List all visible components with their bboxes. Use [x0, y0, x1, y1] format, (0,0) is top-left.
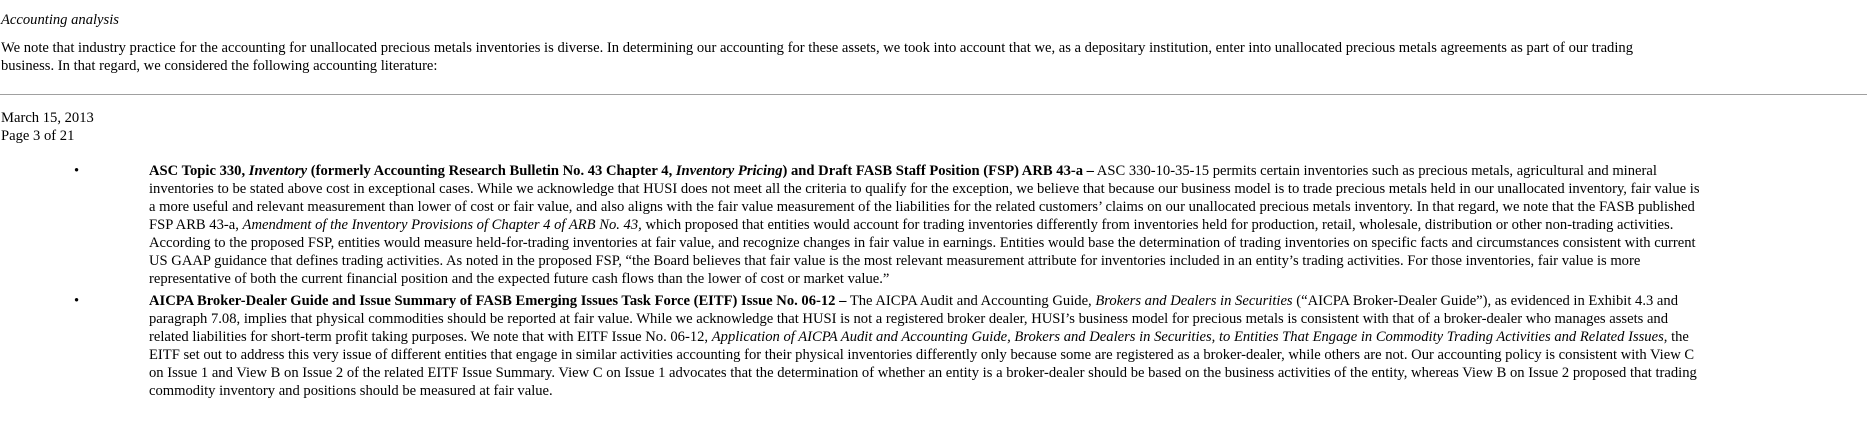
text-run-italic: Application of AICPA Audit and Accounting Guide, Brokers and Dealers in Securities, to Entities That Engage in Commodity Trading Activities and Related Issues	[711, 329, 1664, 345]
list-item	[0, 292, 1867, 400]
text-line: commodity inventory and positions should be measured at fair value.	[149, 383, 553, 399]
bullet-marker: •	[74, 293, 80, 309]
intro-paragraph	[1, 39, 1841, 75]
text-line: EITF set out to address this very issue of different entities that engage in similar activities accounting for their physical inventories differently only because some are registered as a broker-dealer, while others are not. Our accounting policy is consistent with View C	[149, 347, 1695, 363]
text-line	[149, 292, 1867, 310]
text-run: The AICPA Audit and Accounting Guide,	[846, 293, 1096, 309]
bullet-marker: •	[74, 163, 80, 179]
text-line	[149, 328, 1867, 346]
text-line: inventories to be stated above cost in exceptional cases. While we acknowledge that HUSI does not meet all the criteria to qualify for the exception, we believe that because our business model is to trade precious metals held in our unallocated inventory, fair value is	[149, 181, 1700, 197]
text-run: (“AICPA Broker-Dealer Guide”), as evidenced in Exhibit 4.3 and	[1292, 293, 1678, 309]
item-title-part: ASC Topic 330,	[149, 163, 249, 179]
text-run: , the	[1663, 329, 1689, 345]
text-run-italic: Amendment of the Inventory Provisions of Chapter 4 of ARB No. 43,	[242, 217, 642, 233]
text-run-italic: Brokers and Dealers in Securities	[1095, 293, 1293, 309]
text-line: paragraph 7.08, implies that physical commodities should be reported at fair value. While we acknowledge that HUSI is not a registered broker dealer, HUSI’s business model for precious metals is consistent with that of a broker-dealer who manages assets and	[149, 311, 1669, 327]
intro-line: We note that industry practice for the accounting for unallocated precious metals inventories is diverse. In determining our accounting for these assets, we took into account that we, as a depositary institution, enter into unallocated precious metals agreements as part of our trading	[1, 40, 1634, 56]
text-line: According to the proposed FSP, entities would measure held-for-trading inventories at fair value, and recognize changes in fair value in earnings. Entities would base the determination of trading inventories on specific facts and circumstances consistent with current	[149, 235, 1696, 251]
text-run: ASC 330-10-35-15 permits certain inventories such as precious metals, agricultural and mineral	[1093, 163, 1657, 179]
text-line: representative of both the current financial position and the expected future cash flows than the lower of cost or market value.”	[149, 271, 890, 287]
text-run: FSP ARB 43-a,	[149, 217, 243, 233]
item-title-part: ) and Draft FASB Staff Position (FSP) ARB 43-a –	[782, 163, 1094, 179]
text-line: a more useful and relevant measurement than lower of cost or fair value, and also aligns with the fair value measurement of the liabilities for the related customers’ claims on our unallocated precious metals inventory. In that regard, we note that the FASB published	[149, 199, 1695, 215]
list-item	[0, 162, 1867, 288]
text-run: related liabilities for short-term profit taking purposes. We note that with EITF Issue No. 06-12,	[149, 329, 712, 345]
page-number: Page 3 of 21	[1, 128, 75, 144]
intro-line: business. In that regard, we considered the following accounting literature:	[1, 58, 438, 74]
list-item-text	[149, 292, 1867, 400]
text-line	[149, 216, 1867, 234]
text-line: US GAAP guidance that defines trading activities. As noted in the proposed FSP, “the Board believes that fair value is the most relevant measurement attribute for inventories included in an entity’s trading activities. For those inventories, fair value is more	[149, 253, 1641, 269]
item-title-italic: Inventory Pricing	[675, 163, 783, 179]
text-line: on Issue 1 and View B on Issue 2 of the related EITF Issue Summary. View C on Issue 1 advocates that the determination of whether an entity is a broker-dealer should be based on the business activities of the entity, whereas View B on Issue 2 proposed that trading	[149, 365, 1697, 381]
letter-date: March 15, 2013	[1, 110, 94, 126]
page-divider	[0, 94, 1867, 95]
item-title: AICPA Broker-Dealer Guide and Issue Summary of FASB Emerging Issues Task Force (EITF) Issue No. 06-12 –	[149, 293, 847, 309]
page-meta	[1, 109, 94, 145]
literature-list	[0, 162, 1867, 404]
section-heading: Accounting analysis	[1, 12, 119, 28]
item-title-part: (formerly Accounting Research Bulletin No. 43 Chapter 4,	[307, 163, 676, 179]
item-title-italic: Inventory	[248, 163, 308, 179]
text-run: which proposed that entities would account for trading inventories differently from inventories held for production, retail, wholesale, distribution or other non-trading activities.	[641, 217, 1674, 233]
text-line	[149, 162, 1867, 180]
list-item-text	[149, 162, 1867, 288]
